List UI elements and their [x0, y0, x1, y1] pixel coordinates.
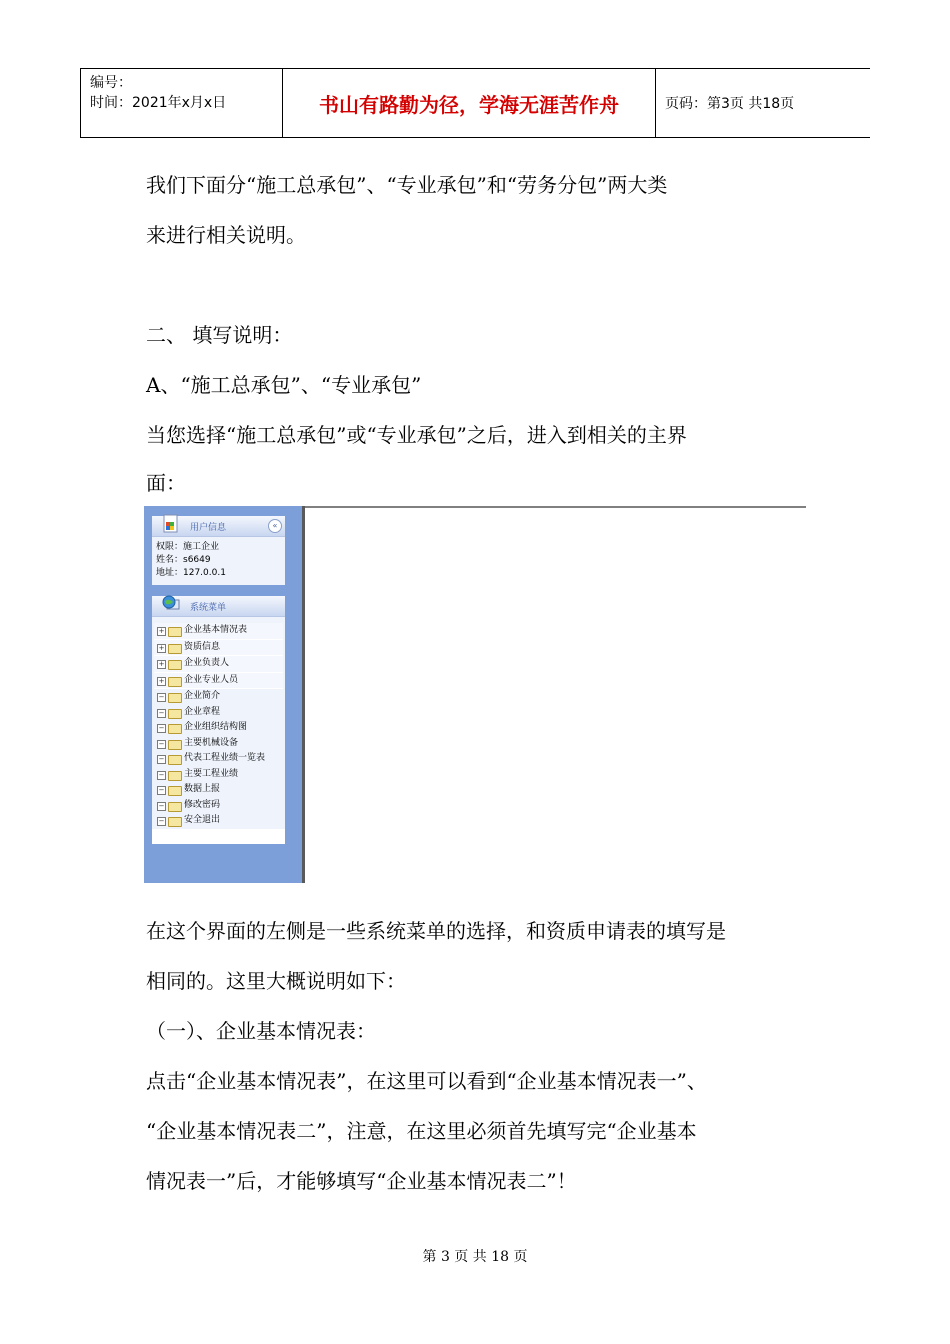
folder-icon	[168, 709, 182, 719]
folder-icon	[168, 724, 182, 734]
menu-item-label: 企业负责人	[184, 658, 230, 668]
system-menu-header	[152, 596, 285, 617]
menu-item[interactable]	[154, 640, 283, 657]
collapse-node-icon[interactable]: −	[158, 817, 165, 825]
frame-splitter[interactable]	[302, 506, 305, 883]
globe-computer-icon	[162, 594, 180, 614]
page-header	[80, 68, 870, 138]
menu-item-label: 企业组织结构图	[184, 722, 248, 732]
folder-icon	[168, 677, 182, 687]
collapse-icon[interactable]: «	[268, 519, 282, 533]
menu-item-label: 企业专业人员	[184, 674, 239, 685]
folder-icon	[168, 802, 182, 812]
embedded-screenshot	[144, 506, 806, 883]
user-info-header	[152, 516, 285, 537]
menu-item-label: 数据上报	[184, 784, 221, 794]
paragraph-2-line-2: 面：	[146, 471, 186, 495]
paragraph-1-line-1: 我们下面分“施工总承包”、“专业承包”和“劳务分包”两大类	[146, 173, 668, 197]
collapse-node-icon[interactable]: −	[158, 693, 165, 701]
menu-item-label: 安全退出	[184, 815, 221, 825]
sidebar	[144, 506, 302, 883]
folder-icon	[168, 660, 182, 670]
folder-icon	[168, 755, 182, 765]
menu-item[interactable]	[154, 623, 283, 640]
paragraph-3-line-1: 在这个界面的左侧是一些系统菜单的选择，和资质申请表的填写是	[146, 919, 726, 943]
menu-item-label: 企业章程	[184, 706, 221, 717]
folder-icon	[168, 644, 182, 654]
content-frame-border	[305, 506, 806, 508]
user-permission: 权限：施工企业	[156, 542, 220, 552]
menu-item-label: 主要机械设备	[184, 737, 239, 748]
user-document-icon	[162, 514, 180, 534]
paragraph-4-line-1: 点击“企业基本情况表”，在这里可以看到“企业基本情况表一”、	[146, 1069, 707, 1093]
subheading-1: （一）、企业基本情况表：	[146, 1019, 376, 1043]
menu-item[interactable]	[154, 767, 283, 783]
menu-item-label: 资质信息	[184, 641, 221, 652]
header-meta	[90, 73, 226, 113]
collapse-node-icon[interactable]: −	[158, 755, 165, 763]
header-motto: 书山有路勤为径，学海无涯苦作舟	[319, 92, 619, 117]
expand-icon[interactable]: +	[158, 676, 165, 685]
menu-item[interactable]	[154, 751, 283, 767]
doc-time: 时间：2021年x月x日	[90, 95, 227, 111]
expand-icon[interactable]: +	[158, 660, 165, 668]
user-name: 姓名：s6649	[156, 555, 211, 565]
header-border-left	[80, 69, 81, 137]
collapse-node-icon[interactable]: −	[158, 739, 165, 748]
collapse-node-icon[interactable]: −	[158, 786, 165, 794]
collapse-node-icon[interactable]: −	[158, 801, 165, 810]
menu-item[interactable]	[154, 782, 283, 798]
menu-item-label: 企业基本情况表	[184, 625, 248, 635]
menu-item[interactable]	[154, 813, 283, 829]
menu-item-label: 代表工程业绩一览表	[184, 753, 266, 763]
expand-icon[interactable]: +	[158, 643, 165, 652]
user-info-body	[152, 537, 285, 585]
doc-number-label: 编号：	[90, 75, 132, 91]
menu-item[interactable]	[154, 705, 283, 721]
paragraph-1-line-2: 来进行相关说明。	[146, 223, 306, 247]
folder-icon	[168, 693, 182, 703]
menu-item[interactable]	[154, 720, 283, 736]
menu-item[interactable]	[154, 798, 283, 814]
folder-icon	[168, 786, 182, 796]
menu-item[interactable]	[154, 656, 283, 673]
menu-item-label: 主要工程业绩	[184, 768, 239, 779]
user-info-title: 用户信息	[190, 523, 227, 533]
subheading-a: A、“施工总承包”、“专业承包”	[146, 373, 422, 397]
page-footer: 第 3 页 共 18 页	[422, 1249, 528, 1265]
paragraph-2-line-1: 当您选择“施工总承包”或“专业承包”之后，进入到相关的主界	[146, 423, 687, 447]
system-menu-list	[152, 617, 285, 829]
user-address: 地址：127.0.0.1	[156, 568, 226, 578]
folder-icon	[168, 771, 182, 781]
menu-item-label: 修改密码	[184, 799, 221, 810]
folder-icon	[168, 627, 182, 637]
header-page-info: 页码：第3页 共18页	[665, 96, 795, 112]
menu-item[interactable]	[154, 673, 283, 690]
paragraph-3-line-2: 相同的。这里大概说明如下：	[146, 969, 406, 993]
collapse-node-icon[interactable]: −	[158, 708, 165, 717]
menu-item-label: 企业简介	[184, 691, 221, 701]
system-menu-title: 系统菜单	[190, 603, 227, 613]
menu-item[interactable]	[154, 689, 283, 705]
expand-icon[interactable]: +	[158, 627, 165, 635]
collapse-node-icon[interactable]: −	[158, 770, 165, 779]
collapse-node-icon[interactable]: −	[158, 724, 165, 732]
paragraph-4-line-3: 情况表一”后，才能够填写“企业基本情况表二”！	[146, 1169, 577, 1193]
system-menu-panel	[152, 596, 285, 844]
menu-item[interactable]	[154, 736, 283, 752]
user-info-panel	[152, 516, 285, 585]
folder-icon	[168, 817, 182, 827]
folder-icon	[168, 740, 182, 750]
paragraph-4-line-2: “企业基本情况表二”，注意，在这里必须首先填写完“企业基本	[146, 1119, 697, 1143]
section-heading-2: 二、 填写说明：	[146, 323, 293, 347]
